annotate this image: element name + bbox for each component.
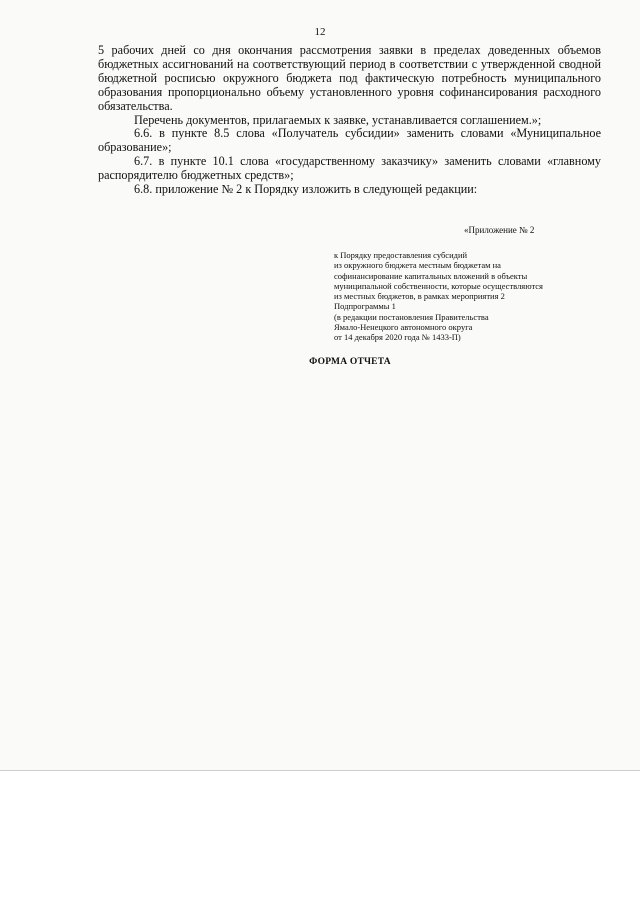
appendix-line: из местных бюджетов, в рамках мероприятия 2: [334, 291, 505, 302]
appendix-line: (в редакции постановления Правительства: [334, 311, 489, 322]
appendix-line: Подпрограммы 1: [334, 301, 396, 312]
appendix-heading: «Приложение № 2: [464, 225, 535, 235]
paragraph-6-7: 6.7. в пункте 10.1 слова «государственному заказчику» заменить словами «главному распорядителю бюджетных средств»;: [98, 154, 601, 183]
page-number: 12: [314, 26, 326, 38]
appendix-line: из окружного бюджета местным бюджетам на: [334, 260, 501, 271]
paragraph-documents-list: Перечень документов, прилагаемых к заявке, устанавливается соглашением.»;: [134, 112, 542, 127]
paragraph-6-6: 6.6. в пункте 8.5 слова «Получатель субсидии» заменить словами «Муниципальное образование»;: [98, 126, 601, 155]
appendix-line: софинансирование капитальных вложений в объекты: [334, 270, 528, 281]
body-text: [98, 44, 601, 197]
appendix-line: муниципальной собственности, которые осуществляются: [334, 280, 543, 291]
appendix-line: Ямало-Ненецкого автономного округа: [334, 322, 473, 333]
appendix-line: к Порядку предоставления субсидий: [334, 250, 468, 260]
paragraph-6-8: 6.8. приложение № 2 к Порядку изложить в следующей редакции:: [134, 182, 478, 197]
paragraph-continuation: 5 рабочих дней со дня окончания рассмотрения заявки в пределах доведенных объемов бюджетных ассигнований на соответствующий период в соответствии с утвержденной сводной бюджетной росписью окружного бюджета под фактическую потребность муниципального образования пропорционально объему установленного уровня софинансирования расходного обязательства.: [98, 43, 601, 113]
appendix-reference-block: [334, 250, 624, 343]
appendix-line: от 14 декабря 2020 года № 1433-П): [334, 332, 461, 343]
form-title: ФОРМА ОТЧЕТА: [309, 357, 391, 367]
